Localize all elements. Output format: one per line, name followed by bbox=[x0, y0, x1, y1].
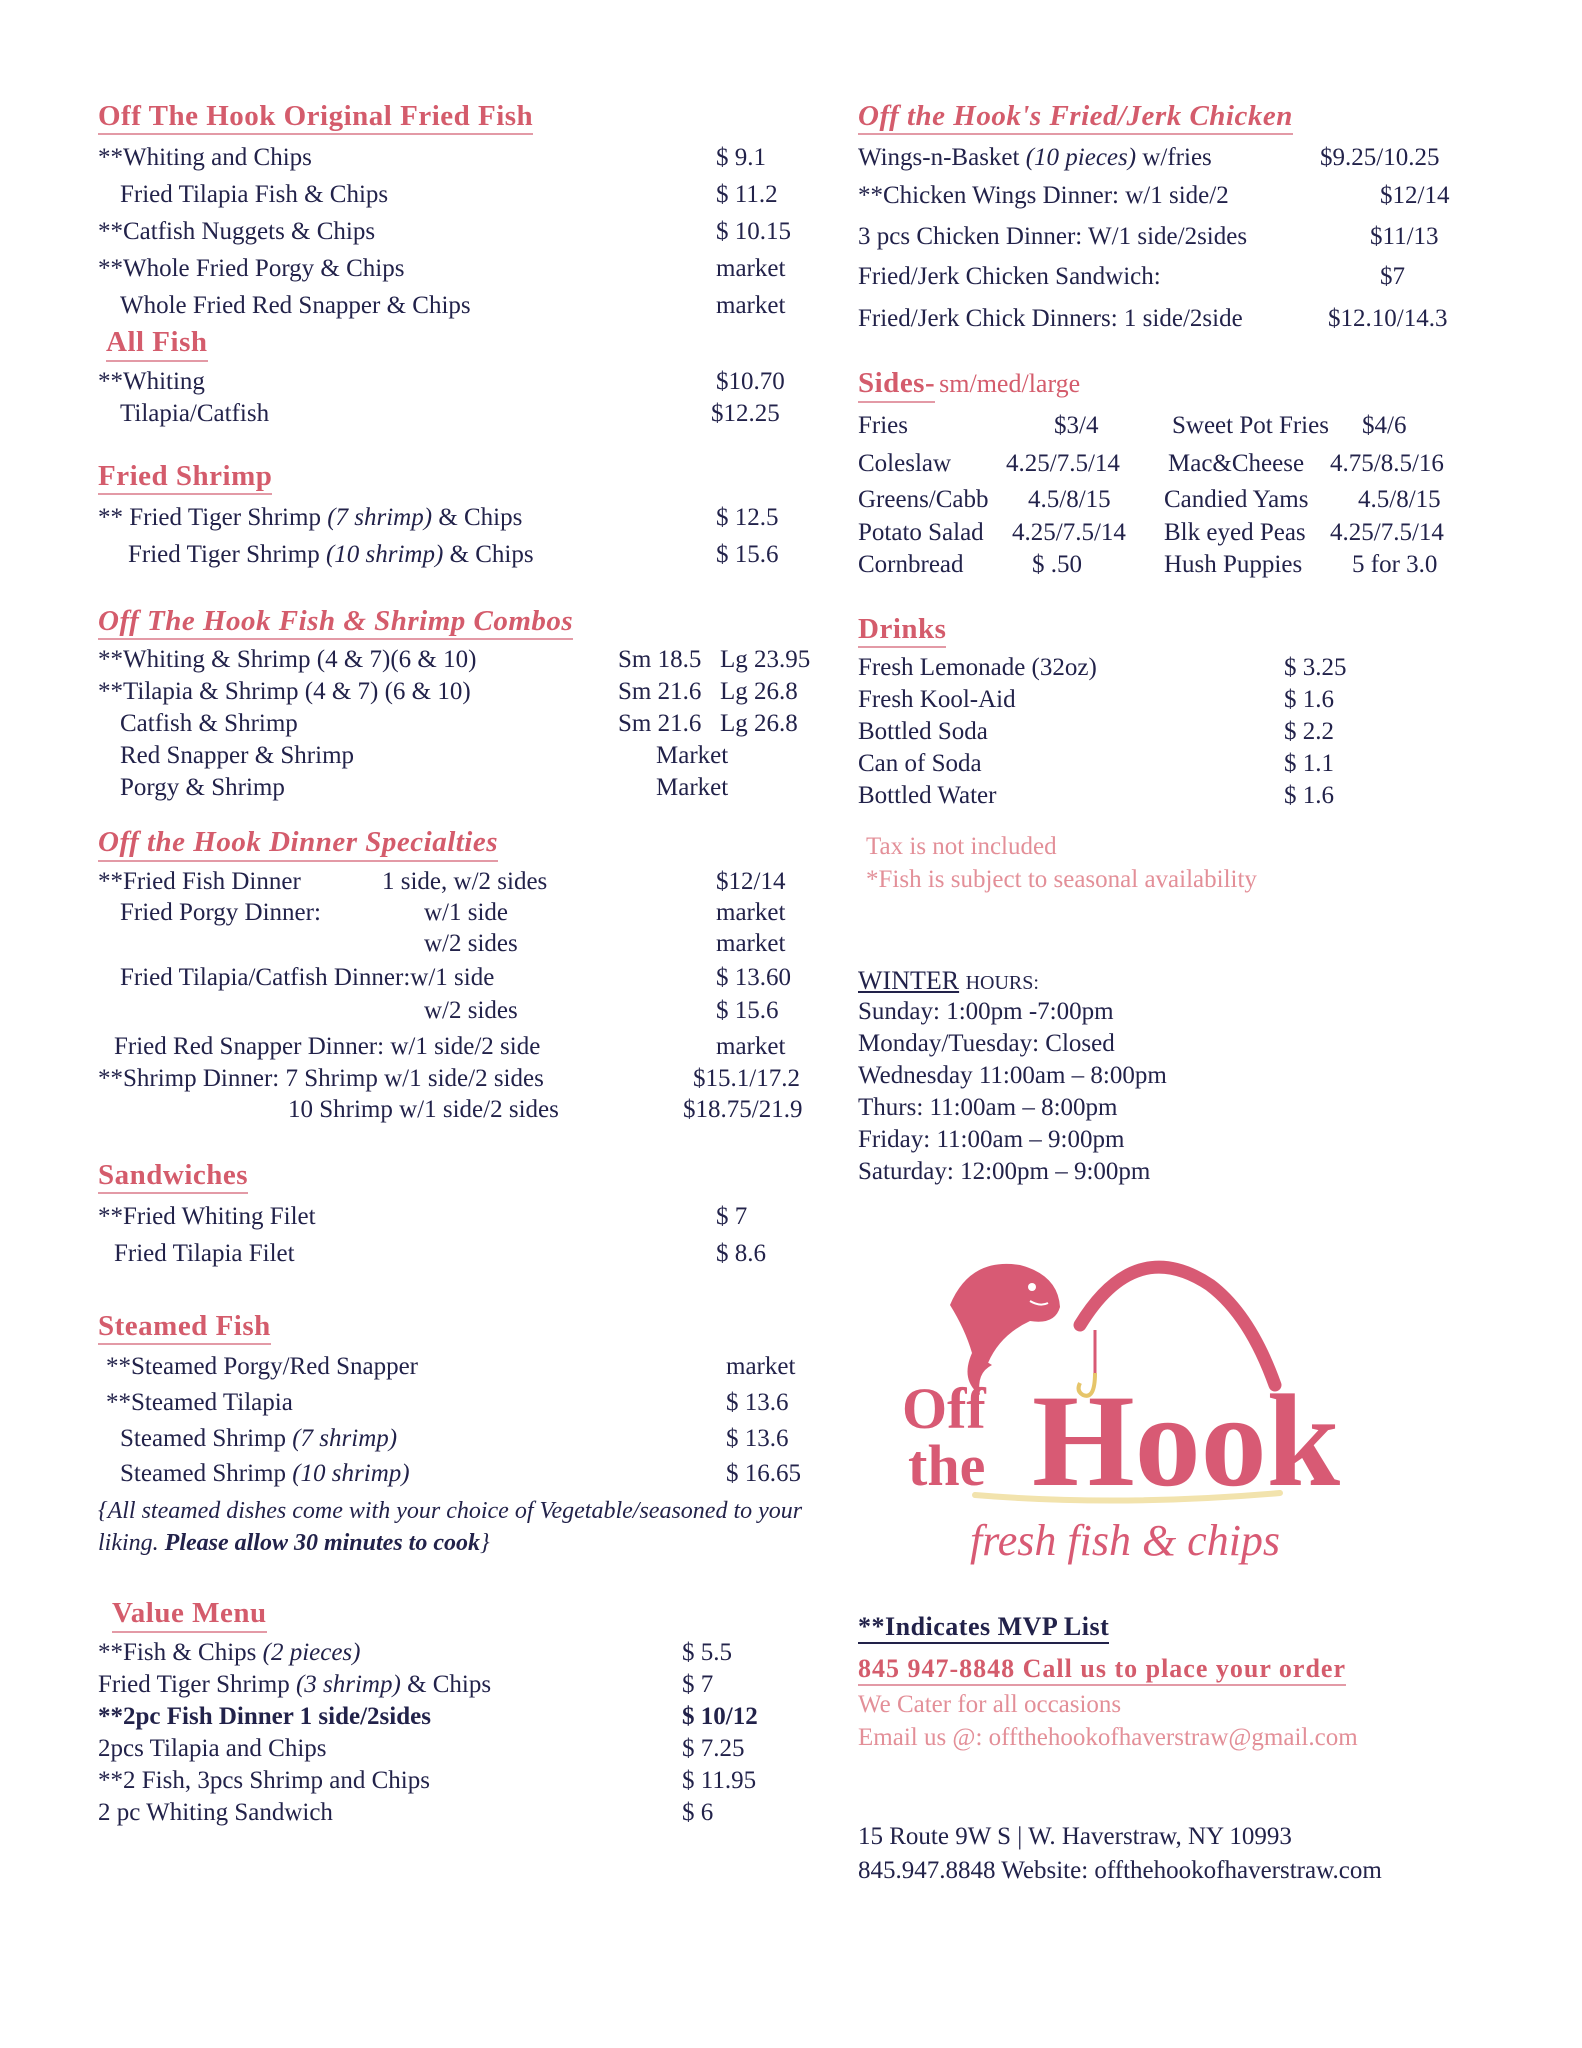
item-name-italic: (3 shrimp) bbox=[295, 1670, 401, 1698]
item-name bbox=[98, 1637, 361, 1669]
item-price: $ 13.6 bbox=[726, 1389, 789, 1417]
logo-off-text: Off bbox=[902, 1376, 986, 1441]
menu-item bbox=[98, 139, 818, 176]
side-name: Fries bbox=[858, 411, 908, 439]
item-price: market bbox=[716, 255, 786, 283]
item-name bbox=[98, 499, 522, 536]
menu-item bbox=[98, 961, 818, 994]
item-name: **2pc Fish Dinner 1 side/2sides bbox=[98, 1702, 431, 1730]
item-price: Market bbox=[656, 742, 729, 770]
section-title: Off the Hook's Fried/Jerk Chicken bbox=[858, 100, 1293, 135]
section-dinner-specialties bbox=[98, 826, 818, 1124]
item-option: w/1 side bbox=[424, 898, 509, 926]
item-name-part: Fried Tiger Shrimp bbox=[128, 541, 326, 569]
menu-item bbox=[98, 250, 818, 287]
item-name: Red Snapper & Shrimp bbox=[120, 742, 355, 770]
item-price-large: Lg 26.8 bbox=[720, 678, 798, 706]
hours-line: Wednesday 11:00am – 8:00pm bbox=[858, 1062, 1167, 1090]
drink-name: Bottled Soda bbox=[858, 718, 988, 746]
contact-block bbox=[858, 1612, 1508, 1888]
phone-website-line[interactable]: 845.947.8848 Website: offthehookofhaverstraw.com bbox=[858, 1857, 1382, 1884]
side-row bbox=[858, 517, 1508, 549]
menu-item bbox=[98, 1669, 818, 1701]
menu-item bbox=[858, 257, 1508, 299]
menu-item bbox=[98, 536, 818, 573]
menu-item bbox=[98, 366, 818, 398]
side-name: Potato Salad bbox=[858, 518, 984, 546]
item-name: **Catfish Nuggets & Chips bbox=[98, 218, 376, 246]
note-text: {All steamed dishes come with your choice of Vegetable/seasoned to your liking. bbox=[98, 1498, 803, 1557]
section-title: Steamed Fish bbox=[98, 1310, 271, 1345]
drink-item bbox=[858, 780, 1508, 812]
item-price-small: Sm 21.6 bbox=[618, 710, 702, 738]
hours-label: HOURS: bbox=[965, 972, 1039, 995]
side-price: 4.25/7.5/14 bbox=[1012, 518, 1126, 546]
item-price: $ 7 bbox=[716, 1203, 748, 1231]
item-name: **Steamed Porgy/Red Snapper bbox=[106, 1353, 418, 1381]
section-original-fried-fish bbox=[98, 100, 818, 324]
item-price: $ 15.6 bbox=[716, 996, 779, 1024]
side-price: $4/6 bbox=[1362, 411, 1407, 439]
steamed-note bbox=[98, 1495, 818, 1559]
section-sandwiches bbox=[98, 1159, 818, 1272]
side-row bbox=[858, 483, 1508, 517]
item-name: **2 Fish, 3pcs Shrimp and Chips bbox=[98, 1766, 430, 1794]
side-price: $ .50 bbox=[1032, 550, 1082, 578]
item-price: $ 8.6 bbox=[716, 1240, 766, 1268]
item-name-italic: (2 pieces) bbox=[262, 1638, 361, 1666]
logo-graphic bbox=[880, 1245, 1380, 1575]
logo-hook-text: Hook bbox=[1032, 1367, 1341, 1514]
item-price: $ 6 bbox=[682, 1798, 714, 1826]
menu-item bbox=[98, 1797, 818, 1829]
hours-line: Saturday: 12:00pm – 9:00pm bbox=[858, 1158, 1151, 1186]
hours-title bbox=[858, 966, 1508, 996]
sides-title: Sides- bbox=[858, 367, 935, 402]
section-fried-shrimp bbox=[98, 460, 818, 573]
section-steamed-fish bbox=[98, 1310, 818, 1559]
item-price: $12.25 bbox=[711, 399, 780, 427]
menu-item bbox=[98, 740, 818, 772]
menu-item bbox=[98, 1765, 818, 1797]
drink-name: Bottled Water bbox=[858, 782, 997, 810]
item-price: $11/13 bbox=[1370, 223, 1439, 251]
item-price: $ 15.6 bbox=[716, 541, 779, 569]
menu-item bbox=[98, 772, 818, 804]
item-price: $7 bbox=[1380, 263, 1405, 291]
item-price: $ 7 bbox=[682, 1670, 714, 1698]
item-name-part: Wings-n-Basket bbox=[858, 144, 1026, 172]
item-price: Market bbox=[656, 774, 729, 802]
item-price: $ 7.25 bbox=[682, 1734, 745, 1762]
item-price: $ 11.2 bbox=[716, 181, 778, 209]
drink-item bbox=[858, 716, 1508, 748]
item-name: 2pcs Tilapia and Chips bbox=[98, 1734, 327, 1762]
side-price: 4.5/8/15 bbox=[1028, 485, 1111, 513]
item-name: **Shrimp Dinner: 7 Shrimp w/1 side/2 sides bbox=[98, 1064, 544, 1092]
item-name: Porgy & Shrimp bbox=[120, 774, 285, 802]
section-title: All Fish bbox=[106, 326, 208, 361]
item-name-part: **Fish & Chips bbox=[98, 1638, 263, 1666]
menu-item bbox=[858, 177, 1508, 217]
side-name: Greens/Cabb bbox=[858, 485, 989, 513]
item-name: Fried/Jerk Chicken Sandwich: bbox=[858, 263, 1161, 291]
side-price: 5 for 3.0 bbox=[1352, 550, 1438, 578]
menu-item bbox=[98, 176, 818, 213]
menu-item bbox=[98, 1030, 818, 1063]
item-price: $ 16.65 bbox=[726, 1460, 801, 1488]
item-name: **Chicken Wings Dinner: w/1 side/2 bbox=[858, 182, 1229, 210]
side-price: 4.5/8/15 bbox=[1358, 485, 1441, 513]
item-option: w/2 sides bbox=[424, 996, 518, 1024]
drink-price: $ 3.25 bbox=[1284, 654, 1347, 682]
item-price: market bbox=[716, 292, 786, 320]
item-name: Fried Tilapia/Catfish Dinner:w/1 side bbox=[120, 963, 495, 991]
side-price: $3/4 bbox=[1054, 411, 1099, 439]
item-price: $18.75/21.9 bbox=[683, 1095, 803, 1123]
section-drinks bbox=[858, 613, 1508, 812]
item-price: $12.10/14.3 bbox=[1328, 305, 1448, 333]
item-price: $ 5.5 bbox=[682, 1638, 732, 1666]
item-price: $9.25/10.25 bbox=[1320, 144, 1440, 172]
note-text: } bbox=[479, 1530, 490, 1557]
drink-name: Can of Soda bbox=[858, 750, 982, 778]
item-price: $ 13.60 bbox=[716, 963, 791, 991]
section-chicken bbox=[858, 100, 1508, 339]
menu-item bbox=[98, 213, 818, 250]
menu-item bbox=[98, 1198, 818, 1235]
side-price: 4.25/7.5/14 bbox=[1330, 518, 1444, 546]
item-name: Fried/Jerk Chick Dinners: 1 side/2side bbox=[858, 305, 1243, 333]
section-title: Fried Shrimp bbox=[98, 460, 272, 495]
menu-item bbox=[858, 139, 1508, 177]
item-name: **Fried Whiting Filet bbox=[98, 1203, 316, 1231]
winter-hours bbox=[858, 966, 1508, 1188]
side-name: Candied Yams bbox=[1164, 485, 1309, 513]
menu-item bbox=[98, 676, 818, 708]
menu-item bbox=[98, 1421, 818, 1457]
side-name: Sweet Pot Fries bbox=[1172, 411, 1329, 439]
menu-item bbox=[98, 1733, 818, 1765]
mvp-legend: **Indicates MVP List bbox=[858, 1612, 1109, 1644]
section-combos bbox=[98, 605, 818, 804]
section-sides bbox=[858, 367, 1508, 580]
menu-item bbox=[98, 1457, 818, 1491]
item-name: **Whiting and Chips bbox=[98, 144, 312, 172]
logo-tagline: fresh fish & chips bbox=[970, 1516, 1281, 1565]
item-name: **Tilapia & Shrimp (4 & 7) (6 & 10) bbox=[98, 678, 471, 706]
drink-price: $ 2.2 bbox=[1284, 718, 1334, 746]
email-line[interactable]: Email us @: offthehookofhaverstraw@gmail.com bbox=[858, 1724, 1358, 1751]
item-name: Fried Red Snapper Dinner: w/1 side/2 side bbox=[114, 1032, 541, 1060]
drink-price: $ 1.6 bbox=[1284, 782, 1334, 810]
item-name-part: & Chips bbox=[443, 541, 534, 569]
item-name-italic: (10 pieces) bbox=[1025, 144, 1137, 172]
section-title: Off The Hook Original Fried Fish bbox=[98, 100, 533, 135]
item-price: $10.70 bbox=[716, 367, 785, 395]
menu-item bbox=[858, 217, 1508, 257]
drink-item bbox=[858, 652, 1508, 684]
item-price: $ 10.15 bbox=[716, 218, 791, 246]
menu-item bbox=[106, 398, 818, 430]
item-name: Fried Porgy Dinner: bbox=[120, 898, 321, 926]
item-name: Fried Tilapia Filet bbox=[114, 1240, 295, 1268]
item-option: 1 side, w/2 sides bbox=[382, 867, 548, 895]
item-name-part: & Chips bbox=[400, 1670, 492, 1698]
item-price: $12/14 bbox=[1380, 182, 1450, 210]
side-name: Coleslaw bbox=[858, 449, 952, 477]
item-name-part: Steamed Shrimp bbox=[120, 1460, 293, 1488]
menu-item bbox=[98, 708, 818, 740]
menu-item bbox=[98, 1349, 818, 1385]
item-name: **Whiting & Shrimp (4 & 7)(6 & 10) bbox=[98, 646, 477, 674]
item-price: market bbox=[726, 1353, 796, 1381]
section-title: Drinks bbox=[858, 613, 946, 648]
menu-item bbox=[98, 644, 818, 676]
item-name bbox=[98, 1669, 491, 1701]
menu-item bbox=[98, 499, 818, 536]
drink-price: $ 1.1 bbox=[1284, 750, 1334, 778]
tax-note: Tax is not included bbox=[866, 833, 1057, 861]
item-name bbox=[120, 1457, 410, 1491]
menu-item bbox=[98, 1385, 818, 1421]
item-price: $ 11.95 bbox=[682, 1766, 757, 1794]
item-price: $ 13.6 bbox=[726, 1425, 789, 1453]
menu-item bbox=[98, 866, 818, 897]
menu-item bbox=[98, 287, 818, 324]
section-all-fish bbox=[98, 326, 818, 429]
item-name-part: ** Fried Tiger Shrimp bbox=[98, 504, 328, 532]
address-line: 15 Route 9W S | W. Haverstraw, NY 10993 bbox=[858, 1823, 1292, 1850]
item-price-large: Lg 23.95 bbox=[720, 646, 811, 674]
item-name: Catfish & Shrimp bbox=[120, 710, 298, 738]
side-row bbox=[858, 549, 1508, 581]
drink-item bbox=[858, 748, 1508, 780]
item-name: **Steamed Tilapia bbox=[106, 1389, 293, 1417]
item-price-large: Lg 26.8 bbox=[720, 710, 798, 738]
note-bold-text: Please allow 30 minutes to cook bbox=[164, 1530, 480, 1557]
item-name bbox=[858, 139, 1212, 177]
item-name-italic: (7 shrimp) bbox=[327, 504, 433, 532]
item-name: Fried Tilapia Fish & Chips bbox=[120, 181, 389, 209]
menu-item bbox=[98, 994, 818, 1030]
item-name: **Whole Fried Porgy & Chips bbox=[98, 255, 405, 283]
item-price: $ 9.1 bbox=[716, 144, 766, 172]
drink-name: Fresh Kool-Aid bbox=[858, 686, 1016, 714]
side-price: 4.25/7.5/14 bbox=[1006, 449, 1120, 477]
section-title: Off The Hook Fish & Shrimp Combos bbox=[98, 605, 573, 640]
item-name-part: Steamed Shrimp bbox=[120, 1425, 293, 1453]
seasonal-note: *Fish is subject to seasonal availability bbox=[866, 866, 1257, 894]
side-name: Blk eyed Peas bbox=[1164, 518, 1306, 546]
section-title bbox=[858, 367, 1508, 406]
hours-line: Monday/Tuesday: Closed bbox=[858, 1030, 1115, 1058]
sides-subtitle: sm/med/large bbox=[939, 369, 1081, 399]
item-option: w/2 sides bbox=[424, 929, 518, 957]
section-title: Value Menu bbox=[112, 1597, 267, 1632]
menu-item bbox=[98, 928, 818, 961]
side-row bbox=[858, 445, 1508, 483]
item-price: market bbox=[716, 1032, 786, 1060]
item-name-italic: (7 shrimp) bbox=[292, 1425, 398, 1453]
section-title: Sandwiches bbox=[98, 1159, 248, 1194]
hours-line: Thurs: 11:00am – 8:00pm bbox=[858, 1094, 1118, 1122]
menu-item bbox=[98, 1063, 818, 1094]
side-name: Cornbread bbox=[858, 550, 964, 578]
side-name: Mac&Cheese bbox=[1168, 449, 1305, 477]
right-column bbox=[858, 100, 1508, 1188]
item-name-part: Fried Tiger Shrimp bbox=[98, 1670, 296, 1698]
menu-item bbox=[98, 1701, 818, 1733]
item-price-small: Sm 21.6 bbox=[618, 678, 702, 706]
menu-item bbox=[98, 1235, 818, 1272]
item-name-part: & Chips bbox=[432, 504, 523, 532]
drink-item bbox=[858, 684, 1508, 716]
section-value-menu bbox=[98, 1597, 818, 1828]
menu-item bbox=[98, 1094, 818, 1125]
item-name bbox=[128, 536, 534, 573]
notes bbox=[866, 830, 1508, 896]
hours-line: Friday: 11:00am – 9:00pm bbox=[858, 1126, 1125, 1154]
item-name: 10 Shrimp w/1 side/2 sides bbox=[288, 1095, 559, 1123]
item-name-italic: (10 shrimp) bbox=[325, 541, 444, 569]
hours-season: WINTER bbox=[858, 966, 960, 996]
item-name: 3 pcs Chicken Dinner: W/1 side/2sides bbox=[858, 223, 1248, 251]
item-price: market bbox=[716, 898, 786, 926]
item-price: $ 12.5 bbox=[716, 504, 779, 532]
off-the-hook-logo bbox=[880, 1245, 1380, 1575]
call-to-order[interactable]: 845 947-8848 Call us to place your order bbox=[858, 1654, 1346, 1686]
item-price: $15.1/17.2 bbox=[693, 1064, 800, 1092]
item-price: $12/14 bbox=[716, 867, 786, 895]
left-column bbox=[98, 100, 818, 1829]
item-name: 2 pc Whiting Sandwich bbox=[98, 1798, 333, 1826]
side-row bbox=[858, 407, 1508, 445]
hours-line: Sunday: 1:00pm -7:00pm bbox=[858, 998, 1114, 1026]
item-name-part: w/fries bbox=[1136, 144, 1212, 172]
item-price: market bbox=[716, 929, 786, 957]
item-name: Tilapia/Catfish bbox=[120, 399, 270, 427]
cater-note: We Cater for all occasions bbox=[858, 1691, 1122, 1718]
side-price: 4.75/8.5/16 bbox=[1330, 449, 1444, 477]
side-name: Hush Puppies bbox=[1164, 550, 1303, 578]
item-name: Whole Fried Red Snapper & Chips bbox=[120, 292, 471, 320]
logo-the-text: the bbox=[908, 1433, 986, 1498]
drink-name: Fresh Lemonade (32oz) bbox=[858, 654, 1097, 682]
menu-item bbox=[858, 299, 1508, 339]
section-title: Off the Hook Dinner Specialties bbox=[98, 826, 498, 861]
item-name-italic: (10 shrimp) bbox=[292, 1460, 410, 1488]
menu-item bbox=[98, 897, 818, 928]
item-name bbox=[120, 1421, 397, 1457]
menu-item bbox=[98, 1637, 818, 1669]
item-name: **Whiting bbox=[98, 367, 205, 395]
item-price: $ 10/12 bbox=[682, 1702, 758, 1730]
item-name: **Fried Fish Dinner bbox=[98, 867, 301, 895]
item-price-small: Sm 18.5 bbox=[618, 646, 702, 674]
drink-price: $ 1.6 bbox=[1284, 686, 1334, 714]
